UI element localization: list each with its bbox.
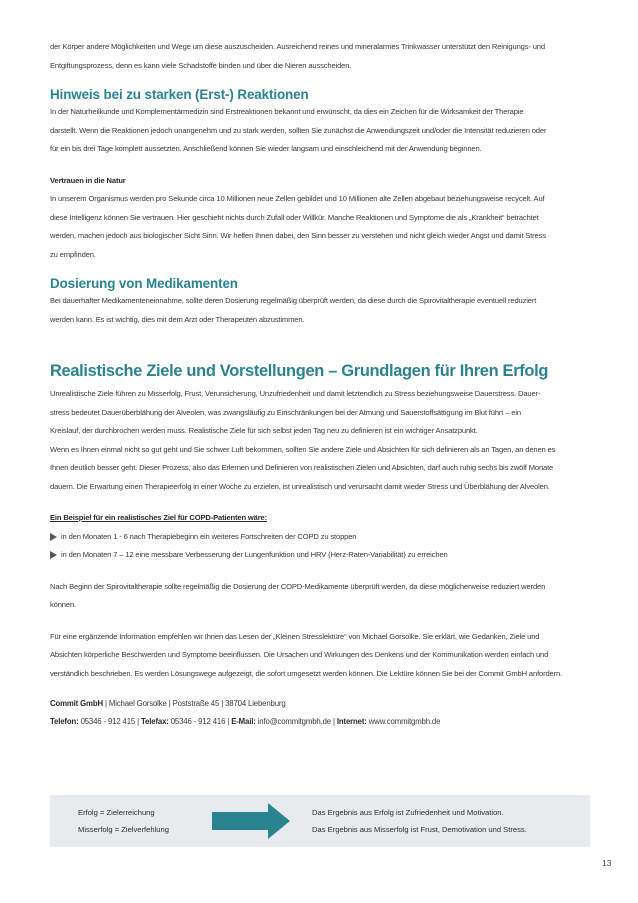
intro-line: der Körper andere Möglichkeiten und Wege um diese auszuscheiden. Ausreichend reines und mineralarmes Trinkwasser unterstützt den Reinigungs- und [50, 42, 545, 51]
body-line: Ihnen deutlich besser geht. Dieser Prozess, also das Erlernen und Definieren von realistischen Zielen und Absichten, darf auch ruhig sechs bis zwölf Monate [50, 463, 554, 472]
example-item: in den Monaten 1 - 6 nach Therapiebeginn ein weiteres Fortschreiten der COPD zu stoppen [50, 528, 590, 547]
box-left-line: Misserfolg = Zielverfehlung [78, 825, 169, 834]
body-line: Unrealistische Ziele führen zu Misserfolg, Frust, Verunsicherung, Unzufriedenheit und damit letztendlich zu Stress beziehungsweise Dauerstress. Dauer- [50, 389, 541, 398]
arrow-right-icon [212, 803, 290, 839]
body-line: In unserem Organismus werden pro Sekunde circa 10 Millionen neue Zellen gebildet und 10 Millionen alte Zellen abgebaut beziehungsweise recycelt. Auf [50, 194, 545, 203]
body-line: Für eine ergänzende Information empfehlen wir Ihnen das Lesen der „Kleinen Stresslektüre“ von Michael Gorsolke. Sie erklärt, wie Gedanken, Ziele und [50, 631, 540, 641]
web-link[interactable]: www.commitgmbh.de [366, 717, 441, 726]
body-line: werden kann. Es ist wichtig, dies mit dem Arzt oder Therapeuten abzustimmen. [50, 314, 305, 324]
triangle-right-icon [50, 551, 57, 559]
example-title: Ein Beispiel für ein realistisches Ziel für COPD-Patienten wäre: [50, 513, 268, 522]
box-left-line: Erfolg = Zielerreichung [78, 808, 155, 817]
content [50, 38, 590, 731]
body-line: Kreislauf, der durchbrochen werden muss. Realistische Ziele für sich selbst jeden Tag neu zu definieren ist ein wichtiger Ansatzpunkt. [50, 426, 478, 435]
triangle-right-icon [50, 533, 57, 541]
body-line: Wenn es Ihnen einmal nicht so gut geht und Sie schwer Luft bekommen, sollten Sie andere Ziele und Absichten für sich definieren als an Tagen, an denen es [50, 444, 556, 454]
contact-line-1: Commit GmbH | Michael Gorsolke | Poststraße 45 | 38704 Liebenburg [50, 699, 286, 708]
body-line: Bei dauerhafter Medikamenteneinnahme, sollte deren Dosierung regelmäßig überprüft werden, da diese durch die Spirovitaltherapie eventuell reduziert [50, 296, 537, 305]
summary-box [50, 795, 590, 847]
box-right [312, 804, 527, 838]
main-heading: Realistische Ziele und Vorstellungen – Grundlagen für Ihren Erfolg [50, 362, 549, 380]
page-number: 13 [602, 858, 612, 868]
body-line: verständlich beschrieben. Es werden Lösungswege aufgezeigt, die sofort umgesetzt werden können. Die Lektüre können Sie bei der Commit GmbH anfordern. [50, 668, 563, 678]
intro-line: Entgiftungsprozess, denn es kann viele Schadstoffe binden und über die Nieren ausscheiden. [50, 60, 352, 70]
body-line: darstellt. Wenn die Reaktionen jedoch unangenehm und zu stark werden, sollten Sie zunächst die Anwendungszeit und/oder die Intensität reduzieren oder [50, 125, 547, 135]
contact-line-2: Telefon: 05346 - 912 415 | Telefax: 05346 - 912 416 | E-Mail: info@commitgmbh.de | Internet: www.commitgmbh.de [50, 717, 441, 726]
box-right-line: Das Ergebnis aus Erfolg ist Zufriedenheit und Motivation. [312, 808, 504, 817]
body-line: In der Naturheilkunde und Komplementärmedizin sind Erstreaktionen bekannt und erwünscht, da dies ein Zeichen für die Wirksamkeit der Therapie [50, 107, 524, 116]
example-item: in den Monaten 7 – 12 eine messbare Verbesserung der Lungenfunktion und HRV (Herz-Raten-Variabilität) zu erreichen [50, 546, 590, 565]
box-left [78, 804, 169, 838]
body-line: diese Intelligenz können Sie vertrauen. Hier geschieht nichts durch Zufall oder Willkür. Manche Reaktionen und Symptome die als „Krankheit“ betrachtet [50, 212, 539, 222]
body-line: dauern. Die Erwartung einen Therapieerfolg in einer Woche zu erzielen, ist unrealistisch und verursacht damit wieder Stress und Überblähung der Alveolen. [50, 481, 550, 491]
body-line: können. [50, 600, 76, 609]
heading-dosierung: Dosierung von Medikamenten [50, 276, 238, 291]
email-link[interactable]: info@commitgmbh.de [255, 717, 333, 726]
body-line: werden, machen jedoch aus biologischer Sicht Sinn. Wir helfen Ihnen dabei, den Sinn besser zu verstehen und nicht gleich wieder Angst und damit Stress [50, 231, 546, 240]
box-right-line: Das Ergebnis aus Misserfolg ist Frust, Demotivation und Stress. [312, 825, 527, 834]
body-line: Absichten körperliche Beschwerden und Symptome beeinflussen. Die Ursachen und Wirkungen des Denkens und der Kommunikation werden einfach und [50, 650, 549, 659]
heading-reaktionen: Hinweis bei zu starken (Erst-) Reaktionen [50, 87, 309, 102]
subheading-vertrauen: Vertrauen in die Natur [50, 175, 126, 185]
body-line: zu empfinden. [50, 249, 96, 259]
body-line: stress bedeutet Dauerüberblähung der Alveolen, was zwangsläufig zu Einschränkungen bei der Atmung und Sauerstoffsättigung im Blut führt – ein [50, 407, 521, 417]
body-line: Nach Beginn der Spirovitaltherapie sollte regelmäßig die Dosierung der COPD-Medikamente überprüft werden, da diese möglicherweise reduziert werden [50, 581, 546, 591]
body-line: für ein bis drei Tage komplett aussetzten. Anschließend können Sie wieder langsam und einschleichend mit der Anwendung beginnen. [50, 144, 482, 153]
